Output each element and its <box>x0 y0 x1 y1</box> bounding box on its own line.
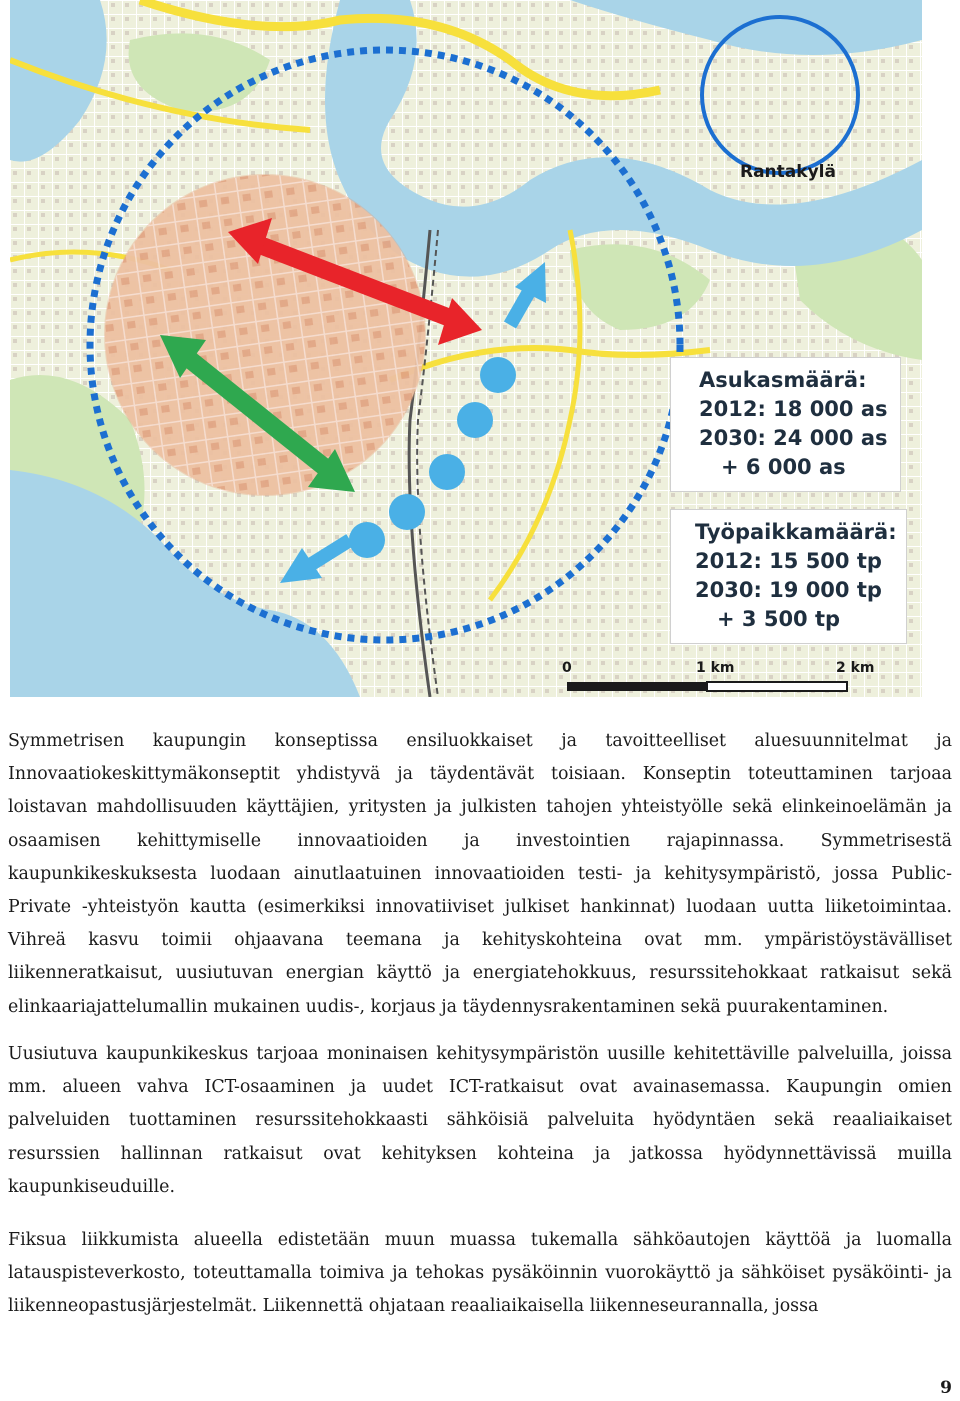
city-map-figure <box>10 0 922 697</box>
jobs-line: 2030: 19 000 tp <box>695 578 882 602</box>
scale-label-mid: 1 km <box>696 660 735 676</box>
population-line: + 6 000 as <box>721 455 846 479</box>
body-paragraph-1: Symmetrisen kaupungin konseptissa ensiluokkaiset ja tavoitteelliset aluesuunnitelmat ja Innovaatiokeskittymäkonseptit yhdistyvä ja täydentävät toisiaan. Konseptin toteuttaminen tarjoaa loistavan mahdollisuuden käyttäjien, yritysten ja julkisten tahojen yhteistyölle sekä elinkeinoelämän ja osaamisen kehittymiselle innovaatioiden ja investointien rajapinnassa. Symmetrisestä kaupunkikeskuksesta luodaan ainutlaatuinen innovaatioiden testi- ja kehitysympäristö, jossa Public-Private -yhteistyön kautta (esimerkiksi innovatiiviset julkiset hankinnat) luodaan uutta liiketoimintaa. Vihreä kasvu toimii ohjaavana teemana ja kehityskohteina ovat mm. ympäristöystävälliset liikenneratkaisut, uusiutuvan energian käyttö ja energiatehokkuus, resurssitehokkaat ratkaisut sekä elinkaariajattelumallin mukainen uudis-, korjaus ja täydennysrakentaminen sekä puurakentaminen. <box>8 731 952 1017</box>
blue-dot-marker <box>349 522 385 558</box>
blue-dot-marker <box>480 357 516 393</box>
scale-label-end: 2 km <box>836 660 875 676</box>
body-paragraph-3: Fiksua liikkumista alueella edistetään muun muassa tukemalla sähköautojen käyttöä ja luomalla latauspisteverkosto, toteuttamalla toimiva ja tehokas pysäköinnin vuorokäyttö ja sähköiset pysäköinti- ja liikenneopastusjärjestelmät. Liikennettä ohjataan reaaliaikaisella liikenneseurannalla, jossa <box>8 1230 952 1317</box>
jobs-info-box <box>671 510 906 643</box>
jobs-line: + 3 500 tp <box>717 607 841 631</box>
place-label-rantakyla: Rantakylä <box>740 162 836 182</box>
blue-dot-marker <box>457 402 493 438</box>
page-number: 9 <box>940 1378 952 1398</box>
jobs-line: 2012: 15 500 tp <box>695 549 882 573</box>
scale-bar <box>567 682 847 691</box>
population-info-box <box>671 358 900 491</box>
population-line: 2030: 24 000 as <box>699 426 888 450</box>
body-paragraph-2: Uusiutuva kaupunkikeskus tarjoaa moninaisen kehitysympäristön uusille kehitettäville palveluilla, joissa mm. alueen vahva ICT-osaaminen ja uudet ICT-ratkaisut ovat avainasemassa. Kaupungin omien palveluiden tuottaminen resurssitehokkaasti sähköisiä palveluita hyödyntäen sekä reaaliaikaiset resurssien hallinnan ratkaisut ovat kehityksen kohteina ja jatkossa hyödynnettävissä muilla kaupunkiseuduille. <box>8 1044 952 1197</box>
population-line: 2012: 18 000 as <box>699 397 888 421</box>
jobs-heading: Työpaikkamäärä: <box>695 520 897 544</box>
blue-dot-marker <box>429 454 465 490</box>
population-heading: Asukasmäärä: <box>699 368 867 392</box>
blue-dot-marker <box>389 494 425 530</box>
scale-label-zero: 0 <box>562 660 572 676</box>
